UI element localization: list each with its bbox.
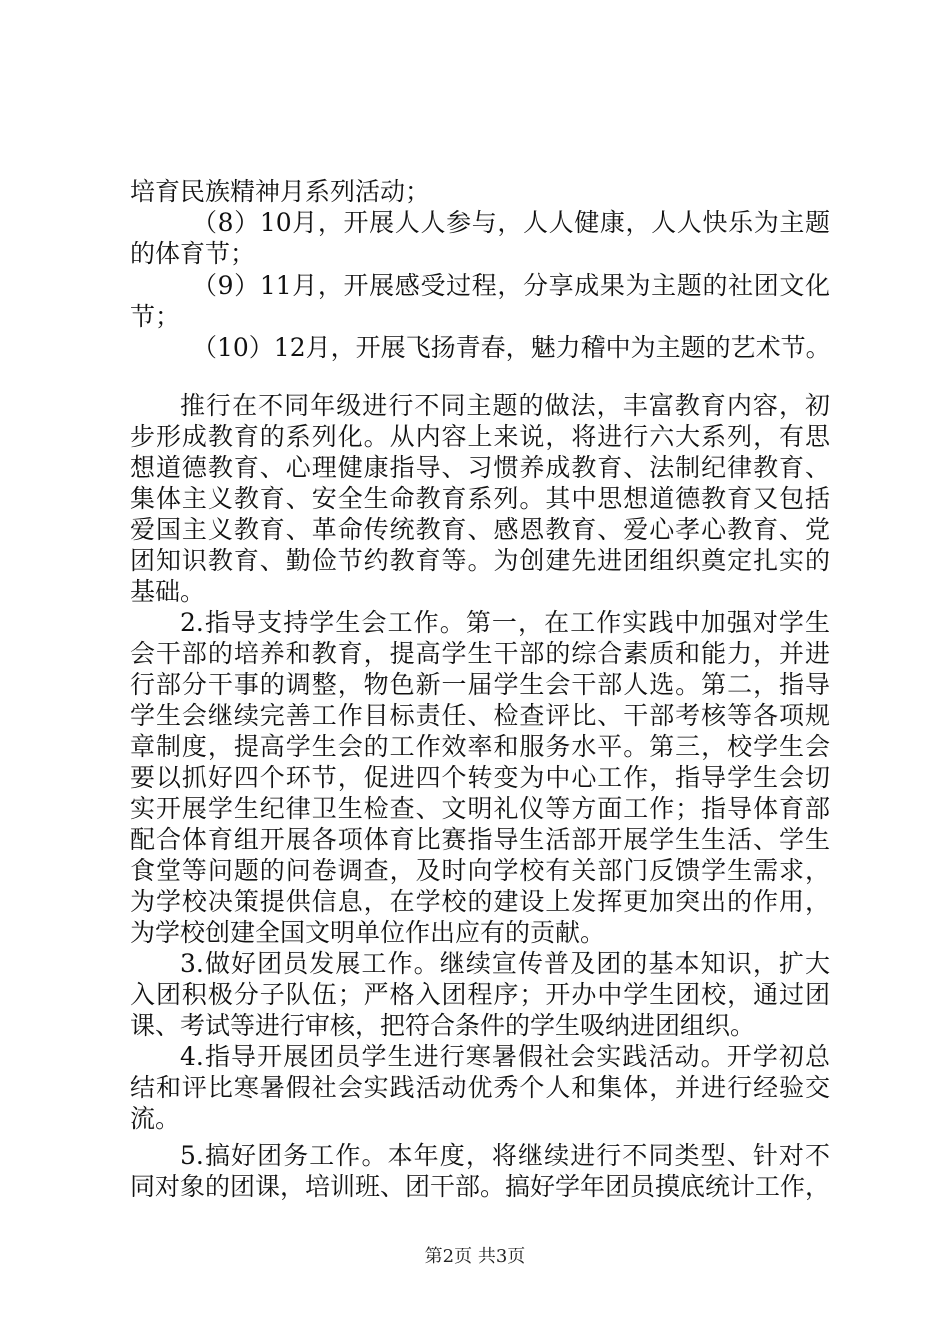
text-line: 团知识教育、勤俭节约教育等。为创建先进团组织奠定扎实的 <box>130 546 830 575</box>
text-line: （8）10月，开展人人参与，人人健康，人人快乐为主题 <box>192 208 830 237</box>
text-line: 配合体育组开展各项体育比赛指导生活部开展学生生活、学生 <box>130 825 830 854</box>
text-line: 的体育节； <box>130 239 256 268</box>
text-line: 同对象的团课，培训班、团干部。搞好学年团员摸底统计工作， <box>130 1172 831 1201</box>
text-line: 会干部的培养和教育，提高学生干部的综合素质和能力，并进 <box>130 639 830 668</box>
text-line: 节； <box>130 302 181 331</box>
text-line: 实开展学生纪律卫生检查、文明礼仪等方面工作；指导体育部 <box>130 794 830 823</box>
text-line: 行部分干事的调整，物色新一届学生会干部人选。第二，指导 <box>130 670 830 699</box>
text-line: 流。 <box>130 1104 181 1133</box>
text-line: 5.搞好团务工作。本年度，将继续进行不同类型、针对不 <box>180 1141 830 1170</box>
text-line: 3.做好团员发展工作。继续宣传普及团的基本知识，扩大 <box>180 949 830 978</box>
text-line: 培育民族精神月系列活动； <box>130 177 431 206</box>
text-line: 步形成教育的系列化。从内容上来说，将进行六大系列，有思 <box>130 422 830 451</box>
text-line: 2.指导支持学生会工作。第一，在工作实践中加强对学生 <box>180 608 830 637</box>
page-number-footer: 第2页 共3页 <box>424 1246 526 1267</box>
text-line: 4.指导开展团员学生进行寒暑假社会实践活动。开学初总 <box>180 1042 830 1071</box>
text-line: 要以抓好四个环节，促进四个转变为中心工作，指导学生会切 <box>130 763 830 792</box>
text-line: 想道德教育、心理健康指导、习惯养成教育、法制纪律教育、 <box>130 453 830 482</box>
text-line: 章制度，提高学生会的工作效率和服务水平。第三，校学生会 <box>130 732 830 761</box>
text-line: 集体主义教育、安全生命教育系列。其中思想道德教育又包括 <box>130 484 830 513</box>
text-line: 结和评比寒暑假社会实践活动优秀个人和集体，并进行经验交 <box>130 1073 830 1102</box>
text-line: 基础。 <box>130 577 206 606</box>
text-line: 食堂等问题的问卷调查，及时向学校有关部门反馈学生需求， <box>130 856 830 885</box>
text-line: （10）12月，开展飞扬青春，魅力稽中为主题的艺术节。 <box>192 333 831 362</box>
text-line: 学生会继续完善工作目标责任、检查评比、干部考核等各项规 <box>130 701 830 730</box>
text-line: （9）11月，开展感受过程，分享成果为主题的社团文化 <box>192 271 830 300</box>
text-line: 课、考试等进行审核，把符合条件的学生吸纳进团组织。 <box>130 1011 756 1040</box>
text-line: 为学校创建全国文明单位作出应有的贡献。 <box>130 918 606 947</box>
text-line: 为学校决策提供信息，在学校的建设上发挥更加突出的作用， <box>130 887 830 916</box>
text-line: 爱国主义教育、革命传统教育、感恩教育、爱心孝心教育、党 <box>130 515 830 544</box>
text-line: 推行在不同年级进行不同主题的做法，丰富教育内容，初 <box>180 391 830 420</box>
text-line: 入团积极分子队伍；严格入团程序；开办中学生团校，通过团 <box>130 980 830 1009</box>
